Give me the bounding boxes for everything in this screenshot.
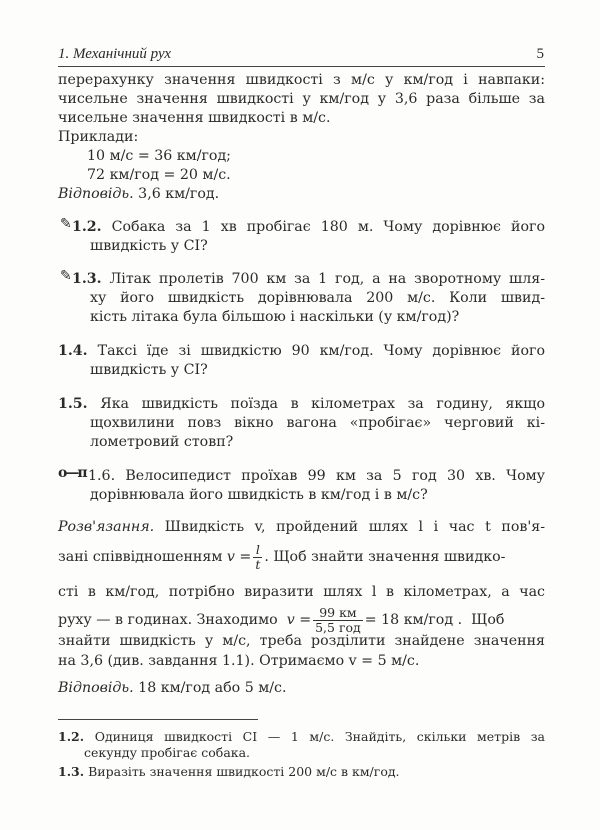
text-line: чисельне значення швидкості в м/с. bbox=[58, 110, 331, 126]
example-line: 72 км/год = 20 м/с. bbox=[87, 167, 231, 183]
footnote: 1.3. Виразіть значення швидкості 200 м/с в км/год. bbox=[58, 764, 400, 779]
text-line: щохвилини повз вікно вагона «пробігає» черговий кі- bbox=[90, 415, 545, 431]
solution-line: зані співвідношенням v = $\frac{l}{t}$ . Щоб знайти значення швидко- bbox=[58, 541, 506, 572]
text-line: дорівнювала його швидкість в км/год і в м/с? bbox=[90, 487, 428, 503]
text-line: чисельне значення швидкості у км/год у 3,6 раза більше за bbox=[58, 91, 545, 107]
text-line: ху його швидкість дорівнювала 200 м/с. Коли швид- bbox=[90, 290, 545, 306]
problem-1-2: 1.2. Собака за 1 хв пробігає 180 м. Чому дорівнює його bbox=[72, 219, 545, 235]
text-line: лометровий стовп? bbox=[90, 434, 234, 450]
footnote-line: секунду пробігає собака. bbox=[84, 745, 251, 760]
examples-label: Приклади: bbox=[58, 129, 139, 145]
pencil-icon: ✎ bbox=[60, 268, 72, 284]
text-line: швидкість у СІ? bbox=[90, 238, 208, 254]
footnote-rule bbox=[58, 719, 258, 720]
solution-line: знайти швидкість у м/с, треба розділити знайдене значення bbox=[58, 633, 545, 649]
answer: Відповідь. 18 км/год або 5 м/с. bbox=[58, 680, 287, 696]
solution-line: на 3,6 (див. завдання 1.1). Отримаємо v = 5 м/с. bbox=[58, 653, 420, 669]
text-line: кість літака була більшою і наскільки (у км/год)? bbox=[90, 309, 460, 325]
answer: Відповідь. 3,6 км/год. bbox=[58, 186, 220, 202]
fraction: $\frac{99 км}{\text{5,5 год}}$ bbox=[315, 604, 361, 635]
problem-1-6: 1.6. Велосипедист проїхав 99 км за 5 год 30 хв. Чому bbox=[88, 468, 545, 484]
footnote: 1.2. Одиниця швидкості СІ — 1 м/с. Знайдіть, скільки метрів за bbox=[58, 729, 545, 744]
problem-1-5: 1.5. Яка швидкість поїзда в кілометрах за годину, якщо bbox=[58, 396, 545, 412]
text-line: перерахунку значення швидкості з м/с у км/год і навпаки: bbox=[58, 72, 545, 88]
chapter-title: 1. Механічний рух bbox=[58, 46, 172, 62]
page-number: 5 bbox=[536, 46, 544, 62]
solution-line: сті в км/год, потрібно виразити шлях l в кілометрах, а час bbox=[58, 584, 545, 600]
text-line: швидкість у СІ? bbox=[90, 362, 208, 378]
pencil-icon: ✎ bbox=[60, 216, 72, 232]
example-line: 10 м/с = 36 км/год; bbox=[87, 148, 231, 164]
solution-line: Розв'язання. Швидкість v, пройдений шлях l і час t пов'я- bbox=[58, 519, 545, 535]
fraction: $\frac{l}{t}$ bbox=[255, 541, 261, 572]
problem-1-4: 1.4. Таксі їде зі швидкістю 90 км/год. Чому дорівнює його bbox=[58, 343, 546, 359]
key-icon: o—π bbox=[58, 465, 86, 481]
header-rule bbox=[58, 66, 545, 67]
problem-1-3: 1.3. Літак пролетів 700 км за 1 год, а на зворотному шля- bbox=[72, 271, 545, 287]
solution-line: руху — в годинах. Знаходимо v = $\frac{99 км}{\text{5,5 год}}$ = 18 км/год . Щоб bbox=[58, 604, 505, 635]
